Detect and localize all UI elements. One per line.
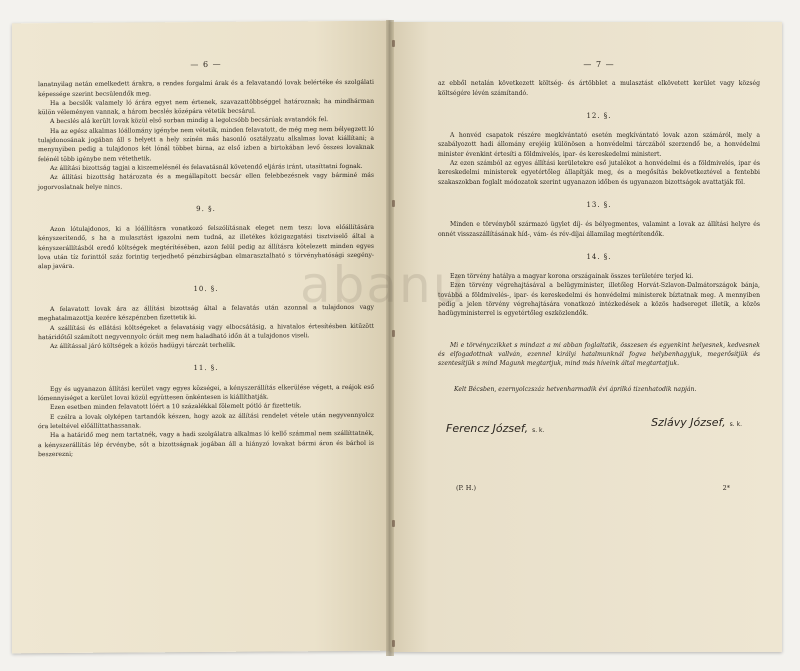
right-page <box>390 22 782 652</box>
paragraph: Azon lótulajdonos, ki a lóállításra vonatkozó felszólításnak eleget nem tesz: lova előállítására kényszeritendő, s ha a mulasztást igazolni nem tudná, az illetékes közigazgatási tisztviselő által a kényszerállításból eredő költségek megtérítésében, azon felül pedig az állításra kötelezett minden egyes lova után tíz forinttól száz forintig terjedhető pénzbirságban elmarasztalható s törvényhatósági szegény-alap javára. <box>38 223 374 271</box>
left-page-content <box>38 35 374 643</box>
signature-mark: 2* <box>722 483 730 492</box>
paragraph: A honvéd csapatok részére megkívántató esetén megkívántató lovak azon számáról, mely a szabályozott hadi állomány erejéig különösen a honvédelmi tárczából szerzendő be, a honvédelmi minister évenkint értesíti a földmivelés, ipar- és kereskedelmi ministert. <box>438 132 760 158</box>
paragraph: Ha a becslők valamely ló árára egyet nem értenek, szavazattöbbséggel határoznak; ha mindhárman külön véleményen vannak, a három becslés középára vétetik becsárul. <box>38 97 374 117</box>
signatures <box>438 415 760 464</box>
paragraph: Ezen törvény végrehajtásával a belügyminister, illetőleg Horvát-Szlavon-Dalmátországok bánja, továbbá a földmivelés-, ipar- és kereskedelmi és honvédelmi ministerek bíztatnak meg. A mennyiben pedig a jelen törvény végrehajtására vonatkozó intézkedések a közös hadsereget illetik, a közös hadügyministerrel is egyetértőleg eszközlendők. <box>438 282 760 318</box>
paragraph: Ha az egész alkalmas lóállomány igénybe nem vétetik, minden felavatott, de még meg nem bélyegzett ló tulajdonosának jogában áll s helyett a hely színén más hasonló osztályzatu alkalmas lovat kiállítani; a menynyiben pedig a tulajdonos két lónál többet birna, az első izben a birtokában levő összes lovaknak felénél több igénybe nem vétethetik. <box>38 125 374 163</box>
left-page <box>12 21 390 654</box>
paragraph: Az állítási bizottság határozata és a megállapított becsár ellen felebbezésnek vagy bárminé más jogorvoslatnak helye nincs. <box>38 172 374 191</box>
section-heading-10: 10. §. <box>193 284 219 293</box>
paragraph: Ezen esetben minden felavatott lóért a 10 százalékkal fölemelt pótló ár fizettetik. <box>50 402 302 412</box>
section-heading-12: 12. §. <box>586 111 612 120</box>
paragraph: Egy és ugyanazon állítási kerület vagy egyes községei, a kényszerállítás elkerülése végett, a reájok eső lómennyiséget a kerület lovai közül együttesen önkéntesen is kiállíthatják. <box>38 383 374 403</box>
section-heading-11: 11. §. <box>193 364 219 373</box>
paragraph: Az állítási bizottság tagjai a kiszemelésnél és felavatásnál követendő eljárás iránt, utasíttatni fognak. <box>50 162 363 173</box>
signature-ferencz-jozsef: Ferencz József, s. k. <box>446 421 545 435</box>
binding-stitch <box>392 640 395 647</box>
page-footer <box>438 484 760 498</box>
binding-stitch <box>392 330 395 337</box>
royal-sanction-paragraph: Mi e törvényczikket s mindazt a mi abban foglaltatik, összesen és egyenkint helyesnek, kedvesnek és elfogadottnak vallván, ezennel királyi hatalmunknál fogva helybenhagyjuk, megerősítjük és szentesítjük s mind Magunk megtartjuk, mind más híveink által megtartatjuk. <box>438 341 760 368</box>
paragraph: Az ezen számból az egyes állítási kerületekre eső jutalékot a honvédelmi és a földmivelés, ipar és kereskedelmi ministerek egyetértőleg állapítják meg, és a megősítás bekövetkeztével a fentebbi szakaszokban foglalt módozatok szerint ugyanazon időben és ugyanazon bizottságok avattatják föl. <box>438 160 760 186</box>
section-heading-14: 14. §. <box>586 252 612 261</box>
book-spine <box>386 20 394 656</box>
paragraph: az ebből netalán következett költség- és ártöbblet a mulasztást elkövetett kerület vagy község költségére lévén számítandó. <box>438 80 760 97</box>
right-page-content <box>438 36 760 642</box>
page-number-6: — 6 — <box>190 59 222 70</box>
paragraph: Minden e törvényből származó ügylet díj- és bélyegmentes, valamint a lovak az állítási helyre és onnét visszaszállításának híd-, vám- és rév-díjai államilag megtérítendők. <box>438 221 760 238</box>
paragraph: Az állítással járó költségek a közös hadügyi tárczát terhelik. <box>50 341 236 351</box>
watermark: abanu <box>300 256 467 314</box>
section-heading-9: 9. §. <box>196 204 216 213</box>
binding-stitch <box>392 520 395 527</box>
paragraph: E czélra a lovak olyképen tartandók készen, hogy azok az állítási rendelet vétele után negyvennyolcz óra leteltével előállíttathassanak. <box>38 411 374 431</box>
page-number-7: — 7 — <box>583 60 615 69</box>
paragraph: A felavatott lovak ára az állítási bizottság által a felavatás után azonnal a tulajdonos vagy meghatalmazottja kezére készpénzben fizettetik ki. <box>38 303 374 323</box>
section-heading-13: 13. §. <box>586 200 612 209</box>
dated-line: Kelt Bécsben, ezernyolczszáz hetvenharmadik évi áprilkó tizenhatodik napján. <box>454 385 697 393</box>
seal-mark: (P. H.) <box>456 483 476 492</box>
paragraph: Ezen törvény hatálya a magyar korona országainak összes területére terjed ki. <box>450 273 694 281</box>
paragraph: A szállítási és ellátási költségeket a felavatásig vagy elbocsátásig, a hivatalos értesítésben kitűzött határidőtől számított negyvennyolc óráit meg nem haladható időn át a tulajdonos viseli. <box>38 322 374 341</box>
paragraph: A becslés alá került lovak közül első sorban mindig a legolcsóbb becsárúak avatandók fel. <box>50 116 329 126</box>
binding-stitch <box>392 200 395 207</box>
paragraph: Ha a határidő meg nem tartatnék, vagy a hadi szolgálatra alkalmas ló kellő számmal nem szállíttatnék, a kényszerállítás lép érvénybe, sőt a bizottságnak jogában áll a hiányzó lovakat bármi áron és bárhol is beszerezni; <box>38 429 374 458</box>
binding-stitch <box>392 40 395 47</box>
signature-szlavy-jozsef: Szlávy József, s. k. <box>651 415 742 429</box>
paragraph: lanatnyilag netán emelkedett árakra, a rendes forgalmi árak és a felavatandó lovak belértéke és szolgálati képessége szerint becsülendők meg. <box>38 79 374 98</box>
